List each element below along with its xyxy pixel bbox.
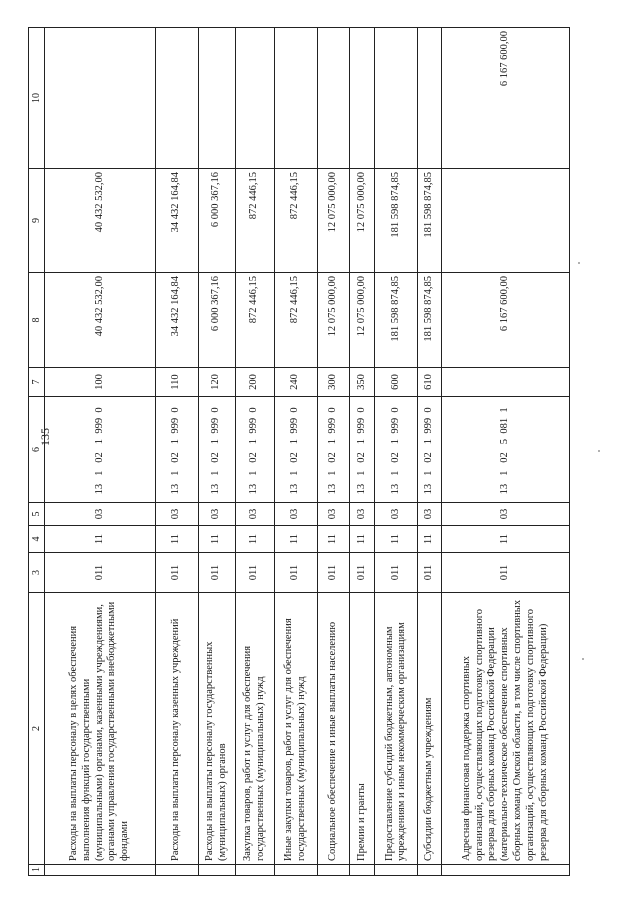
table-row [350, 28, 375, 876]
table-row [418, 28, 442, 876]
code-target-article [375, 397, 418, 503]
code-target-article [198, 397, 235, 503]
code-expense-type: 350 [350, 368, 375, 397]
table-row [274, 28, 317, 876]
target-article-part: 02 [389, 452, 401, 463]
row-name: Адресная финансовая поддержка спортивных организаций, осуществляющих подготовку спортивного резерва для сборных команд Российской Федерации (материально-техническое обеспечение спортивных сборных команд Омской области, в том числе спортивных организаций, осуществляющих подготовку спортивного резерва для сборных команд Российской Федерации) [442, 593, 570, 865]
table-row [235, 28, 274, 876]
amount-total: 6 000 367,16 [198, 273, 235, 368]
amount-regional: 40 432 532,00 [45, 169, 155, 273]
target-article-parts [210, 400, 223, 499]
amount-regional: 181 598 874,85 [375, 169, 418, 273]
row-name: Социальное обеспечение и иные выплаты населению [317, 593, 349, 865]
target-article-parts [248, 400, 261, 499]
code-expense-type: 120 [198, 368, 235, 397]
amount-federal [274, 28, 317, 169]
amount-regional: 872 446,15 [274, 169, 317, 273]
code-expense-type: 240 [274, 368, 317, 397]
amount-total: 12 075 000,00 [317, 273, 349, 368]
row-name: Субсидии бюджетным учреждениям [418, 593, 442, 865]
code-section: 11 [317, 526, 349, 553]
target-article-part: 0 [289, 407, 301, 413]
target-article-part: 1 [210, 438, 222, 445]
target-article-part: 13 [327, 483, 339, 495]
code-target-article [418, 397, 442, 503]
row-name: Расходы на выплаты персоналу государственных (муниципальных) органов [198, 593, 235, 865]
target-article-part: 1 [355, 470, 367, 476]
target-article-part: 999 [170, 417, 182, 434]
code-admin: 011 [350, 553, 375, 593]
amount-total: 40 432 532,00 [45, 273, 155, 368]
target-article-part: 0 [423, 407, 435, 413]
amount-regional: 34 432 164,84 [155, 169, 198, 273]
code-admin: 011 [442, 553, 570, 593]
code-subsection: 03 [198, 503, 235, 526]
target-article-part: 13 [423, 483, 435, 495]
target-article-parts [327, 400, 340, 499]
target-article-part: 999 [423, 417, 435, 434]
amount-total: 872 446,15 [235, 273, 274, 368]
target-article-part: 999 [93, 417, 105, 434]
code-section: 11 [350, 526, 375, 553]
amount-regional [442, 169, 570, 273]
target-article-part: 13 [289, 483, 301, 495]
row-name: Иные закупки товаров, работ и услуг для обеспечения государственных (муниципальных) нужд [274, 593, 317, 865]
code-expense-type: 300 [317, 368, 349, 397]
amount-federal [198, 28, 235, 169]
target-article-part: 13 [248, 483, 260, 495]
row-index-cell [45, 865, 155, 876]
scan-speck [598, 450, 600, 452]
code-section: 11 [375, 526, 418, 553]
table-row [442, 28, 570, 876]
code-expense-type: 110 [155, 368, 198, 397]
code-target-article [235, 397, 274, 503]
row-index-cell [418, 865, 442, 876]
target-article-part: 0 [170, 407, 182, 413]
target-article-part: 02 [289, 452, 301, 463]
table-row [317, 28, 349, 876]
code-admin: 011 [317, 553, 349, 593]
rotated-table-container [28, 28, 570, 876]
code-target-article [442, 397, 570, 503]
target-article-part: 1 [389, 438, 401, 445]
column-header-1: 1 [29, 865, 45, 876]
target-article-part: 0 [210, 407, 222, 413]
target-article-part: 02 [248, 452, 260, 463]
row-index-cell [274, 865, 317, 876]
target-article-part: 999 [355, 417, 367, 434]
code-admin: 011 [418, 553, 442, 593]
target-article-parts [94, 400, 107, 499]
target-article-part: 1 [327, 438, 339, 445]
page-number: 135 [38, 428, 52, 446]
target-article-part: 13 [170, 483, 182, 495]
target-article-part: 081 [499, 417, 511, 434]
target-article-part: 1 [289, 438, 301, 445]
column-header-4: 4 [29, 526, 45, 553]
code-admin: 011 [198, 553, 235, 593]
code-expense-type [442, 368, 570, 397]
target-article-part: 1 [248, 470, 260, 476]
target-article-part: 02 [499, 452, 511, 463]
target-article-part: 13 [93, 483, 105, 495]
column-header-8: 8 [29, 273, 45, 368]
target-article-part: 1 [327, 470, 339, 476]
code-subsection: 03 [350, 503, 375, 526]
target-article-part: 13 [210, 483, 222, 495]
table-row [155, 28, 198, 876]
code-expense-type: 100 [45, 368, 155, 397]
scan-speck [582, 658, 584, 660]
target-article-parts [289, 400, 302, 499]
code-target-article [45, 397, 155, 503]
target-article-part: 999 [289, 417, 301, 434]
amount-federal [375, 28, 418, 169]
code-admin: 011 [274, 553, 317, 593]
code-subsection: 03 [274, 503, 317, 526]
code-target-article [274, 397, 317, 503]
amount-federal [418, 28, 442, 169]
column-header-5: 5 [29, 503, 45, 526]
code-subsection: 03 [235, 503, 274, 526]
target-article-part: 02 [355, 452, 367, 463]
target-article-part: 999 [327, 417, 339, 434]
target-article-part: 1 [355, 438, 367, 445]
row-index-cell [155, 865, 198, 876]
row-index-cell [235, 865, 274, 876]
target-article-part: 13 [389, 483, 401, 495]
target-article-parts [499, 400, 512, 499]
target-article-part: 02 [423, 452, 435, 463]
amount-regional: 12 075 000,00 [350, 169, 375, 273]
scan-speck [578, 262, 580, 264]
target-article-part: 13 [499, 483, 511, 495]
target-article-part: 1 [248, 438, 260, 445]
amount-federal [350, 28, 375, 169]
code-section: 11 [198, 526, 235, 553]
amount-total: 181 598 874,85 [418, 273, 442, 368]
target-article-part: 1 [423, 438, 435, 445]
amount-regional: 181 598 874,85 [418, 169, 442, 273]
code-section: 11 [418, 526, 442, 553]
column-header-9: 9 [29, 169, 45, 273]
target-article-part: 5 [499, 438, 511, 445]
row-name: Расходы на выплаты персоналу в целях обеспечения выполнения функций государственными (муниципальными) органами, казенными учреждениями, органами управления государственными внебюджетными фондами [45, 593, 155, 865]
column-header-3: 3 [29, 553, 45, 593]
target-article-part: 1 [499, 470, 511, 476]
target-article-part: 0 [93, 407, 105, 413]
header-row [29, 28, 45, 876]
column-header-6: 6 [29, 397, 45, 503]
target-article-parts [423, 400, 436, 499]
target-article-parts [356, 400, 369, 499]
target-article-part: 999 [210, 417, 222, 434]
target-article-part: 02 [93, 452, 105, 463]
row-index-cell [317, 865, 349, 876]
code-section: 11 [45, 526, 155, 553]
target-article-part: 13 [355, 483, 367, 495]
table-row [45, 28, 155, 876]
code-subsection: 03 [442, 503, 570, 526]
code-subsection: 03 [155, 503, 198, 526]
row-index-cell [350, 865, 375, 876]
target-article-part: 999 [248, 417, 260, 434]
target-article-parts [170, 400, 183, 499]
target-article-part: 02 [170, 452, 182, 463]
row-index-cell [442, 865, 570, 876]
target-article-part: 0 [355, 407, 367, 413]
target-article-part: 1 [499, 407, 511, 413]
amount-regional: 12 075 000,00 [317, 169, 349, 273]
code-target-article [317, 397, 349, 503]
target-article-part: 1 [93, 438, 105, 445]
target-article-part: 0 [248, 407, 260, 413]
code-section: 11 [274, 526, 317, 553]
column-header-2: 2 [29, 593, 45, 865]
row-index-cell [198, 865, 235, 876]
amount-federal [317, 28, 349, 169]
amount-regional: 6 000 367,16 [198, 169, 235, 273]
target-article-part: 1 [170, 438, 182, 445]
amount-total: 872 446,15 [274, 273, 317, 368]
code-subsection: 03 [45, 503, 155, 526]
amount-federal [45, 28, 155, 169]
code-admin: 011 [235, 553, 274, 593]
code-section: 11 [155, 526, 198, 553]
code-expense-type: 200 [235, 368, 274, 397]
amount-total: 34 432 164,84 [155, 273, 198, 368]
amount-total: 181 598 874,85 [375, 273, 418, 368]
code-target-article [350, 397, 375, 503]
column-header-7: 7 [29, 368, 45, 397]
target-article-part: 1 [170, 470, 182, 476]
target-article-part: 02 [210, 452, 222, 463]
target-article-part: 1 [93, 470, 105, 476]
target-article-part: 02 [327, 452, 339, 463]
row-name: Премии и гранты [350, 593, 375, 865]
row-name: Предоставление субсидий бюджетным, автономным учреждениям и иным некоммерческим организациям [375, 593, 418, 865]
code-admin: 011 [155, 553, 198, 593]
table-row [375, 28, 418, 876]
code-expense-type: 600 [375, 368, 418, 397]
table-row [198, 28, 235, 876]
target-article-part: 1 [389, 470, 401, 476]
target-article-part: 1 [210, 470, 222, 476]
code-admin: 011 [375, 553, 418, 593]
row-name: Закупка товаров, работ и услуг для обеспечения государственных (муниципальных) нужд [235, 593, 274, 865]
code-target-article [155, 397, 198, 503]
target-article-parts [390, 400, 403, 499]
amount-federal [155, 28, 198, 169]
row-index-cell [375, 865, 418, 876]
row-name: Расходы на выплаты персоналу казенных учреждений [155, 593, 198, 865]
code-expense-type: 610 [418, 368, 442, 397]
amount-federal: 6 167 600,00 [442, 28, 570, 169]
amount-total: 6 167 600,00 [442, 273, 570, 368]
target-article-part: 1 [289, 470, 301, 476]
code-section: 11 [235, 526, 274, 553]
code-admin: 011 [45, 553, 155, 593]
target-article-part: 999 [389, 417, 401, 434]
code-section: 11 [442, 526, 570, 553]
code-subsection: 03 [317, 503, 349, 526]
code-subsection: 03 [375, 503, 418, 526]
code-subsection: 03 [418, 503, 442, 526]
amount-total: 12 075 000,00 [350, 273, 375, 368]
column-header-10: 10 [29, 28, 45, 169]
amount-federal [235, 28, 274, 169]
amount-regional: 872 446,15 [235, 169, 274, 273]
target-article-part: 1 [423, 470, 435, 476]
budget-table [28, 27, 570, 876]
target-article-part: 0 [327, 407, 339, 413]
target-article-part: 0 [389, 407, 401, 413]
